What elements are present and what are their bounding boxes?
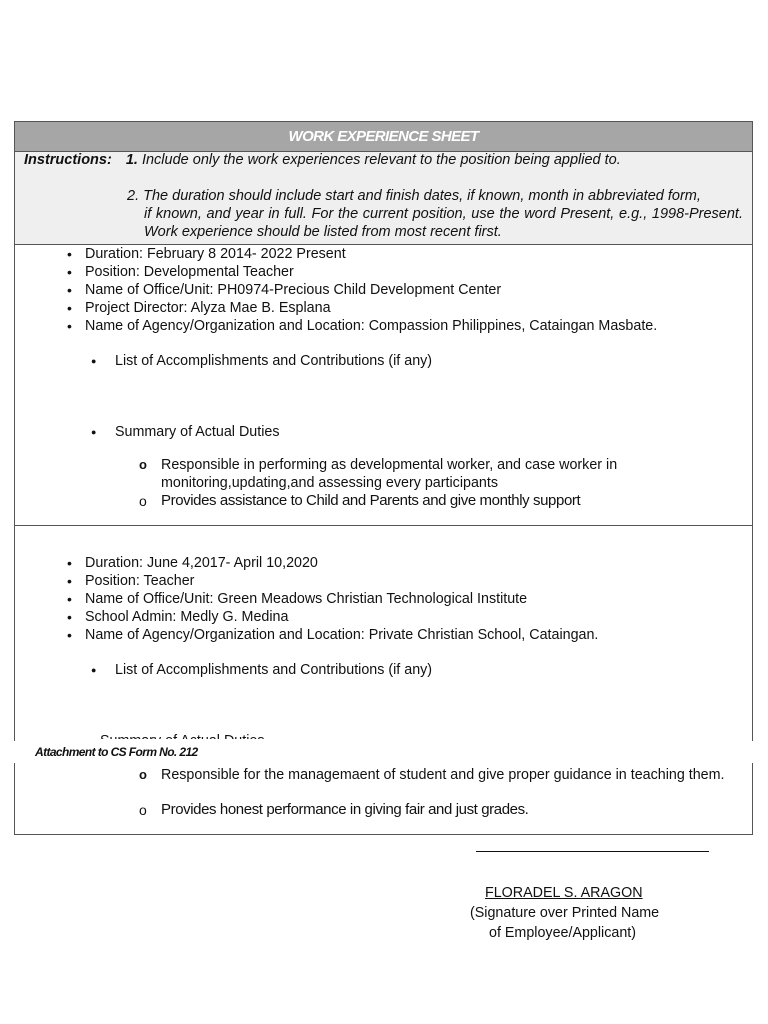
duration-item: • Duration: June 4,2017- April 10,2020 [65,554,598,572]
duty-item: o Responsible for the managemaent of student and give proper guidance in teaching them. [136,766,741,784]
entry-details-list [65,554,598,644]
instruction-item-1 [24,152,621,168]
accomplishments-heading: ● List of Accomplishments and Contributions (if any) [90,352,432,370]
duty-item [136,801,741,819]
signature-caption-1: (Signature over Printed Name [470,905,660,921]
admin-item: • School Admin: Medly G. Medina [65,608,598,626]
signature-line [476,851,709,852]
instruction-item-2 [127,187,743,241]
signature-caption-2: of Employee/Applicant) [489,925,637,941]
instruction-2-rest: if known, and year in full. For the current position, use the word Present, e.g., 1998-Present. Work experience should be listed from most recent first. [144,206,743,240]
instruction-2-first-line: 2. The duration should include start and finish dates, if known, month in abbreviated form, [127,188,701,204]
instruction-1-number: 1. [125,152,138,168]
sheet-title: WORK EXPERIENCE SHEET [14,121,753,152]
agency-item: • Name of Agency/Organization and Location: Compassion Philippines, Cataingan Masbate. [65,317,657,335]
office-unit-item: • Name of Office/Unit: PH0974-Precious Child Development Center [65,281,657,299]
duty-item: o Responsible in performing as developmental worker, and case worker in monitoring,updating,and assessing every participants [136,456,741,492]
office-unit-item: • Name of Office/Unit: Green Meadows Christian Technological Institute [65,590,598,608]
agency-item: • Name of Agency/Organization and Location: Private Christian School, Cataingan. [65,626,598,644]
attachment-label: Attachment to CS Form No. 212 [35,745,198,759]
duty-text: Provides assistance to Child and Parents and give monthly support [161,492,581,509]
duty-item [136,492,741,510]
entry-details-list [65,245,657,335]
duty-text: Provides honest performance in giving fair and just grades. [161,801,529,818]
director-item: • Project Director: Alyza Mae B. Esplana [65,299,657,317]
work-entry-1 [14,244,753,526]
duties-heading: ● Summary of Actual Duties [90,423,279,441]
duration-item: • Duration: February 8 2014- 2022 Present [65,245,657,263]
signatory-name: FLORADEL S. ARAGON [485,885,643,901]
instructions-block [14,152,753,244]
instruction-1-text: Include only the work experiences relevant to the position being applied to. [141,152,621,168]
position-item: • Position: Teacher [65,572,598,590]
instructions-label: Instructions: [24,152,112,168]
position-item: • Position: Developmental Teacher [65,263,657,281]
work-experience-sheet [14,121,753,835]
work-entry-2 [14,526,753,835]
accomplishments-heading: ● List of Accomplishments and Contributions (if any) [90,661,432,679]
